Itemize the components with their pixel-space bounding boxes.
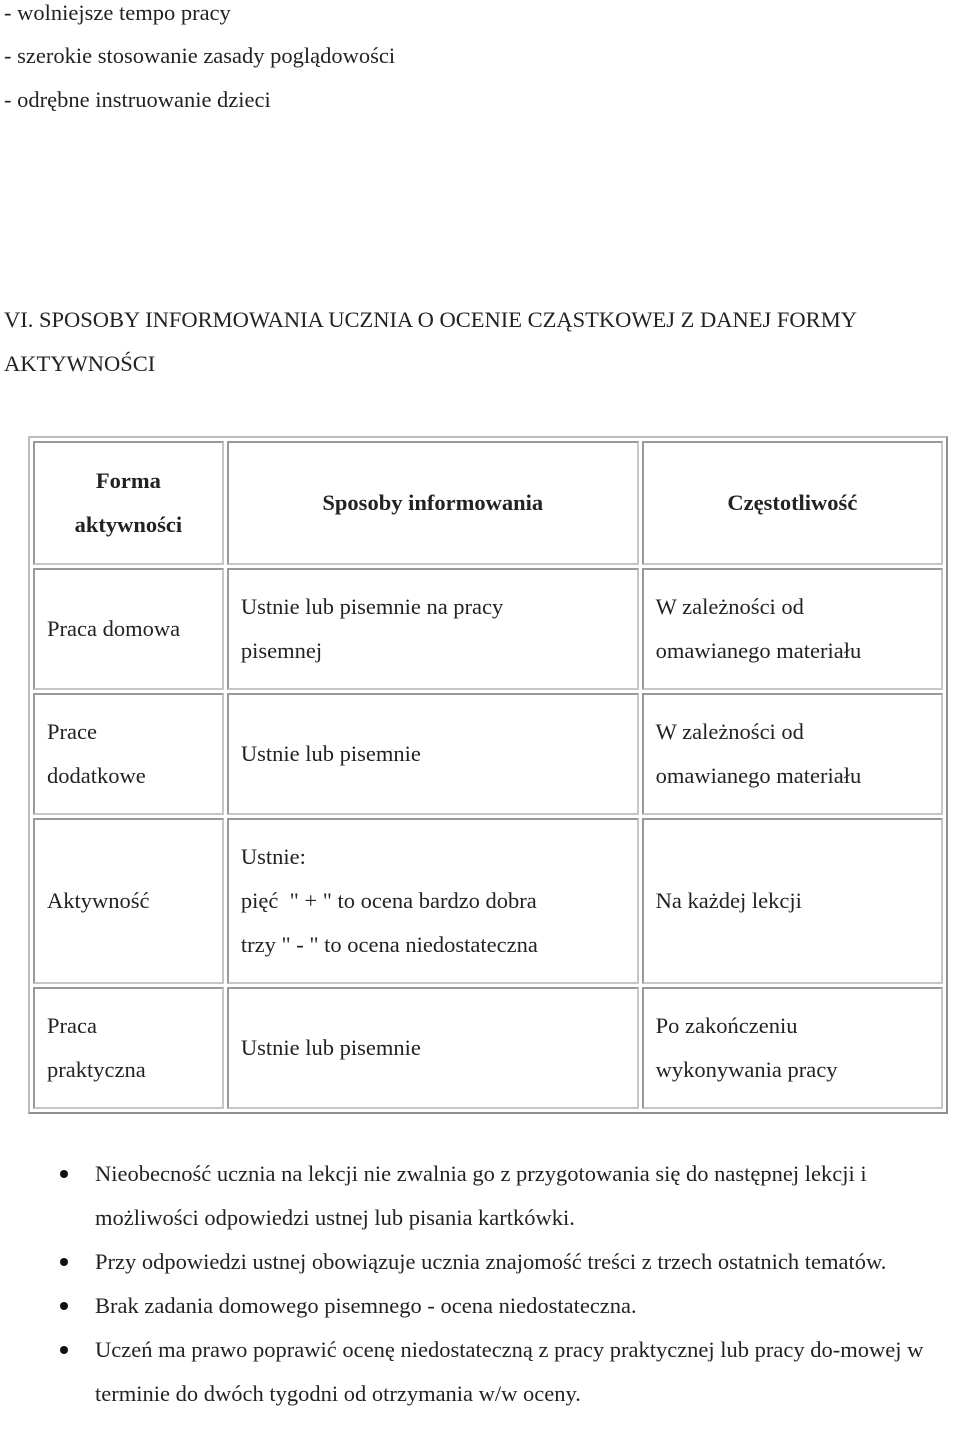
header-sposoby-informowania: Sposoby informowania bbox=[227, 441, 639, 565]
cell-sposoby bbox=[227, 818, 639, 984]
grading-methods-table bbox=[28, 436, 948, 1114]
table-row bbox=[33, 818, 943, 984]
header-line: Forma bbox=[95, 468, 161, 493]
cell-line: dodatkowe bbox=[47, 763, 146, 788]
table-header-row bbox=[33, 441, 943, 565]
cell-line: Praca bbox=[47, 1013, 97, 1038]
cell-line: wykonywania pracy bbox=[655, 1057, 838, 1082]
cell-line: trzy " - " to ocena niedostateczna bbox=[240, 932, 538, 957]
cell-line: praktyczna bbox=[47, 1057, 146, 1082]
cell-line: Po zakończeniu bbox=[655, 1013, 798, 1038]
cell-line: omawianego materiału bbox=[655, 638, 862, 663]
list-item: - odrębne instruowanie dzieci bbox=[4, 87, 271, 112]
cell-sposoby bbox=[227, 568, 639, 690]
cell-line: Ustnie lub pisemnie bbox=[240, 1035, 421, 1060]
cell-line: pięć " + " to ocena bardzo dobra bbox=[240, 888, 537, 913]
cell-line: Ustnie lub pisemnie bbox=[240, 741, 421, 766]
cell-sposoby bbox=[227, 987, 639, 1109]
cell-line: Praca domowa bbox=[47, 616, 181, 641]
cell-line: Ustnie: bbox=[240, 844, 306, 869]
list-item: - wolniejsze tempo pracy bbox=[4, 0, 231, 25]
notes-list bbox=[0, 1152, 960, 1416]
bullet-icon bbox=[60, 1302, 68, 1310]
table-row bbox=[33, 987, 943, 1109]
list-item: - szerokie stosowanie zasady poglądowości bbox=[4, 43, 396, 68]
cell-forma bbox=[33, 818, 224, 984]
note-text: Nieobecność ucznia na lekcji nie zwalnia go z przygotowania się do następnej lekcji i możliwości odpowiedzi ustnej lub pisania kartkówki. bbox=[95, 1161, 867, 1230]
cell-line: Ustnie lub pisemnie na pracy bbox=[240, 594, 504, 619]
header-forma-aktywnosci bbox=[33, 441, 224, 565]
bullet-icon bbox=[60, 1170, 68, 1178]
header-czestotliwosc: Częstotliwość bbox=[642, 441, 943, 565]
cell-czestotliwosc bbox=[642, 987, 943, 1109]
bullet-icon bbox=[60, 1258, 68, 1266]
header-line: aktywności bbox=[74, 512, 183, 537]
note-text: Brak zadania domowego pisemnego - ocena niedostateczna. bbox=[95, 1293, 637, 1318]
table-row bbox=[33, 693, 943, 815]
note-text: Przy odpowiedzi ustnej obowiązuje ucznia znajomość treści z trzech ostatnich tematów. bbox=[95, 1249, 887, 1274]
cell-czestotliwosc bbox=[642, 568, 943, 690]
cell-line: W zależności od bbox=[655, 719, 804, 744]
note-item bbox=[0, 1284, 960, 1328]
cell-czestotliwosc bbox=[642, 693, 943, 815]
cell-sposoby bbox=[227, 693, 639, 815]
note-item bbox=[0, 1240, 960, 1284]
cell-forma bbox=[33, 693, 224, 815]
cell-forma bbox=[33, 568, 224, 690]
cell-line: omawianego materiału bbox=[655, 763, 862, 788]
note-text: Uczeń ma prawo poprawić ocenę niedostateczną z pracy praktycznej lub pracy do-mowej w terminie do dwóch tygodni od otrzymania w/w oceny. bbox=[95, 1337, 924, 1406]
cell-line: Na każdej lekcji bbox=[655, 888, 802, 913]
note-item bbox=[0, 1328, 960, 1416]
cell-line: Prace bbox=[47, 719, 97, 744]
section-heading: VI. SPOSOBY INFORMOWANIA UCZNIA O OCENIE CZĄSTKOWEJ Z DANEJ FORMY AKTYWNOŚCI bbox=[4, 307, 857, 376]
cell-line: W zależności od bbox=[655, 594, 804, 619]
table-row bbox=[33, 568, 943, 690]
cell-forma bbox=[33, 987, 224, 1109]
cell-line: pisemnej bbox=[240, 638, 323, 663]
note-item bbox=[0, 1152, 960, 1240]
bullet-icon bbox=[60, 1346, 68, 1354]
cell-line: Aktywność bbox=[47, 888, 150, 913]
cell-czestotliwosc bbox=[642, 818, 943, 984]
